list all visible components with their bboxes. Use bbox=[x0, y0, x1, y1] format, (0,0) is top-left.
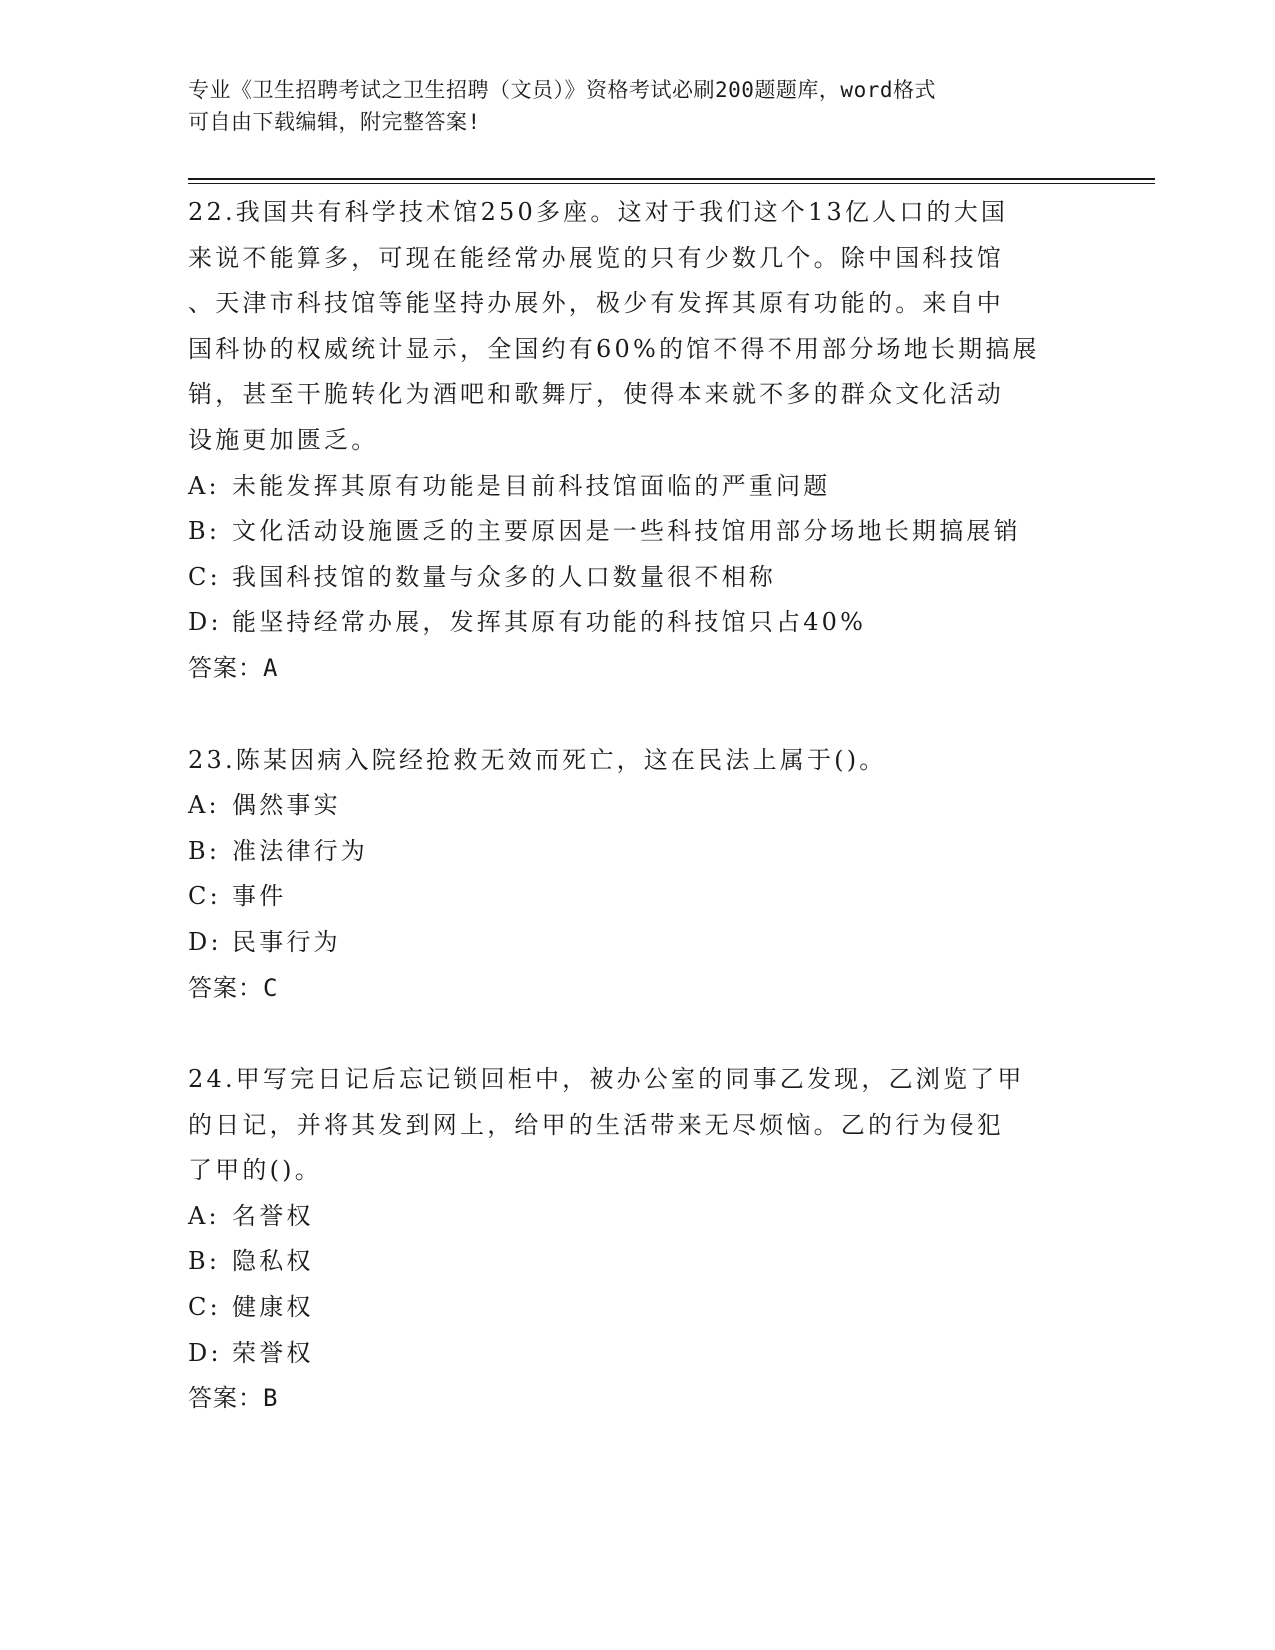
option-text: 事件 bbox=[232, 882, 287, 911]
option-text: 偶然事实 bbox=[232, 791, 341, 820]
stem-line: 、天津市科技馆等能坚持办展外，极少有发挥其原有功能的。来自中 bbox=[188, 289, 1004, 318]
header-rule-thick bbox=[188, 178, 1155, 180]
answer-line: 答案：B bbox=[188, 1384, 279, 1413]
option-key: D: bbox=[188, 608, 222, 637]
option-a bbox=[188, 783, 1088, 829]
option-b bbox=[188, 829, 1088, 875]
stem-line: 23.陈某因病入院经抢救无效而死亡，这在民法上属于()。 bbox=[188, 745, 887, 774]
option-d bbox=[188, 920, 1088, 966]
option-key: A: bbox=[188, 1201, 220, 1230]
option-text: 名誉权 bbox=[232, 1201, 314, 1230]
option-key: C: bbox=[188, 562, 221, 591]
stem-line: 的日记，并将其发到网上，给甲的生活带来无尽烦恼。乙的行为侵犯 bbox=[188, 1110, 1004, 1139]
question-list bbox=[188, 190, 1088, 1468]
stem-line: 销，甚至干脆转化为酒吧和歌舞厅，使得本来就不多的群众文化活动 bbox=[188, 380, 1004, 409]
option-text: 我国科技馆的数量与众多的人口数量很不相称 bbox=[232, 562, 776, 591]
stem-line: 设施更加匮乏。 bbox=[188, 425, 379, 454]
option-key: B: bbox=[188, 836, 221, 865]
answer-line: 答案：A bbox=[188, 653, 279, 682]
option-key: D: bbox=[188, 927, 222, 956]
option-key: A: bbox=[188, 471, 220, 500]
stem-line: 了甲的()。 bbox=[188, 1156, 322, 1185]
answer-line: 答案：C bbox=[188, 973, 279, 1002]
header-rule-thin bbox=[188, 183, 1155, 184]
option-text: 能坚持经常办展，发挥其原有功能的科技馆只占40% bbox=[232, 608, 867, 637]
option-b bbox=[188, 509, 1088, 555]
option-key: A: bbox=[188, 791, 220, 820]
option-key: B: bbox=[188, 517, 221, 546]
question-stem bbox=[188, 738, 1088, 784]
option-key: B: bbox=[188, 1247, 221, 1276]
option-b bbox=[188, 1239, 1088, 1285]
stem-line: 来说不能算多，可现在能经常办展览的只有少数几个。除中国科技馆 bbox=[188, 243, 1004, 272]
option-c bbox=[188, 1285, 1088, 1331]
option-key: C: bbox=[188, 1293, 221, 1322]
option-text: 隐私权 bbox=[232, 1247, 314, 1276]
header-line-2: 可自由下载编辑，附完整答案! bbox=[188, 110, 481, 134]
question-stem bbox=[188, 1057, 1088, 1194]
option-c bbox=[188, 555, 1088, 601]
question-22 bbox=[188, 190, 1088, 692]
question-24 bbox=[188, 1057, 1088, 1422]
option-text: 荣誉权 bbox=[232, 1338, 314, 1367]
option-d bbox=[188, 1331, 1088, 1377]
option-c bbox=[188, 874, 1088, 920]
question-23 bbox=[188, 738, 1088, 1012]
option-text: 未能发挥其原有功能是目前科技馆面临的严重问题 bbox=[232, 471, 831, 500]
option-a bbox=[188, 464, 1088, 510]
stem-line: 22.我国共有科学技术馆250多座。这对于我们这个13亿人口的大国 bbox=[188, 198, 1009, 226]
question-stem bbox=[188, 190, 1088, 464]
option-a bbox=[188, 1194, 1088, 1240]
option-text: 文化活动设施匮乏的主要原因是一些科技馆用部分场地长期搞展销 bbox=[232, 517, 1021, 546]
option-d bbox=[188, 600, 1088, 646]
header-line-1: 专业《卫生招聘考试之卫生招聘（文员）》资格考试必刷200题题库，word格式 bbox=[188, 78, 936, 102]
document-header bbox=[188, 74, 1068, 138]
option-text: 准法律行为 bbox=[232, 836, 368, 865]
option-key: D: bbox=[188, 1338, 222, 1367]
option-key: C: bbox=[188, 882, 221, 911]
stem-line: 国科协的权威统计显示，全国约有60%的馆不得不用部分场地长期搞展 bbox=[188, 334, 1040, 363]
option-text: 健康权 bbox=[232, 1293, 314, 1322]
stem-line: 24.甲写完日记后忘记锁回柜中，被办公室的同事乙发现，乙浏览了甲 bbox=[188, 1065, 1025, 1094]
option-text: 民事行为 bbox=[232, 927, 341, 956]
